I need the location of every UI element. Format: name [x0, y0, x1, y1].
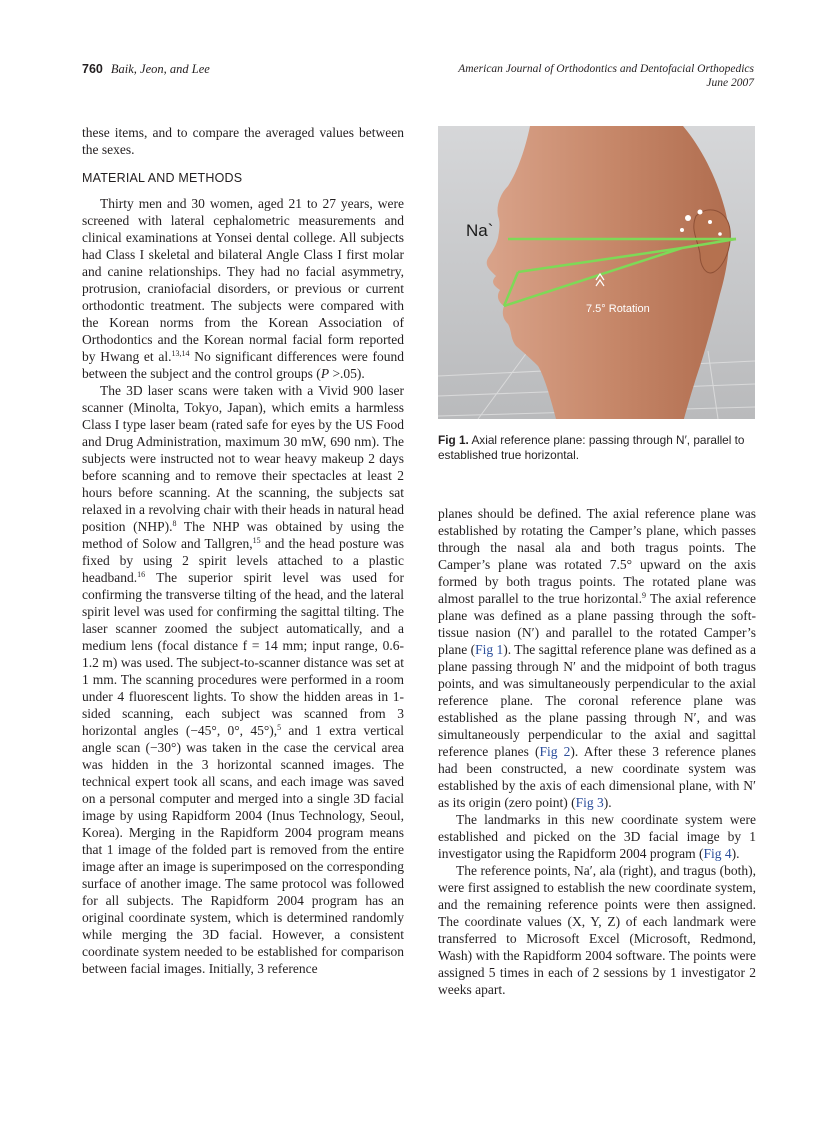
figure-1-image [438, 126, 755, 419]
figure-1-caption [438, 433, 756, 463]
issue-date: June 2007 [706, 77, 754, 89]
figure-link[interactable]: Fig 4 [703, 846, 732, 861]
right-column [438, 505, 756, 998]
header-authors: Baik, Jeon, and Lee [110, 62, 210, 76]
caption-text: Axial reference plane: passing through N′, parallel to established true horizontal. [438, 433, 745, 462]
page-number: 760 [82, 62, 103, 76]
right-paragraph-3: The reference points, Na′, ala (right), and tragus (both), were first assigned to establish the new coordinate system, and the remaining reference points were then assigned. The coordinate values (X, Y, Z) of each landmark were transferred to Microsoft Excel (Microsoft, Redmond, Wash) with the Rapidform 2004 software. The points were assigned 5 times in each of 2 sessions by 1 investigator 2 weeks apart. [438, 863, 756, 997]
header-left [82, 62, 210, 77]
figure-link[interactable]: Fig 2 [539, 744, 571, 759]
left-column [82, 124, 404, 977]
figure-link[interactable]: Fig 3 [575, 795, 604, 810]
right-paragraph-2: The landmarks in this new coordinate system were established and picked on the 3D facial image by 1 investigator using the Rapidform 2004 program (Fig 4). [438, 812, 756, 861]
citation[interactable]: 9 [641, 591, 646, 600]
rotation-label: 7.5° Rotation [586, 303, 650, 315]
intro-paragraph-end: these items, and to compare the averaged values between the sexes. [82, 125, 404, 157]
journal-title: American Journal of Orthodontics and Dentofacial Orthopedics [458, 63, 754, 75]
section-heading: MATERIAL AND METHODS [82, 171, 243, 185]
methods-paragraph-2: The 3D laser scans were taken with a Vivid 900 laser scanner (Minolta, Tokyo, Japan), which emits a harmless Class I type laser beam (rated safe for eyes by the US Food and Drug Administration, maximum 30 mW, 690 nm). The subjects were instructed not to wear heavy makeup 2 days before scanning and to remove their spectacles at least 2 hours before scanning. At the scanning, the subjects sat relaxed in a revolving chair with their heads in natural head position (NHP).$^8$ The NHP was obtained by using the method of Solow and Tallgren,$^{15}$ and the head posture was fixed by using 2 spirit levels attached to a plastic headband.$^{16}$ The superior spirit level was used for confirming the transverse tilting of the head, and the lateral spirit level was used for confirming the sagittal tilting. The laser scanner zoomed the subject automatically, and a medium lens (focal distance f = 14 mm; input range, 0.6-1.2 m) was used. The subject-to-scanner distance was set at 1 mm. The scanning procedures were performed in a room under 4 fluorescent lights. To show the hidden areas in 1-sided scanning, each subject was scanned from 3 horizontal angles (−45°, 0°, 45°),$^5$ and 1 extra vertical angle scan (−30°) was taken in the case the cervical area was hidden in the 3 horizontal scanned images. The technical expert took all scans, and each image was saved on a personal computer and merged into a single 3D facial image by using Rapidform 2004 (Inus Technology, Seoul, Korea). Merging in the Rapidform 2004 program means that 1 image of the folded part is removed from the entire image after an image is superimposed on the corresponding surface of another image. The same protocol was followed for all subjects. The Rapidform 2004 program has an original coordinate system, which is determined randomly while merging the 3D facial. However, a consistent coordinate system needed to be established for comparison between facial images. Initially, 3 reference [82, 383, 404, 976]
methods-paragraph-1: Thirty men and 30 women, aged 21 to 27 years, were screened with lateral cephalometric measurements and clinical examinations at Yonsei dental college. All subjects had Class I skeletal and bilateral Angle Class I first molar and canine relationships. They had no facial asymmetry, protrusion, craniofacial disorders, or previous or current orthodontic treatment. The subjects were compared with the Korean norms from the Korean Association of Orthodontics and the Korean normal facial form reported by Hwang et al.$^{13,14}$ No significant differences were found between the subject and the control groups (P >.05). [82, 196, 404, 381]
nasion-label: Na` [466, 221, 494, 240]
figure-link[interactable]: Fig 1 [475, 642, 504, 657]
face-scan-illustration [438, 126, 755, 419]
citation[interactable]: 13,14 [171, 349, 190, 358]
citation[interactable]: 8 [172, 519, 177, 528]
caption-label: Fig 1. [438, 433, 469, 447]
running-header [82, 62, 754, 94]
citation[interactable]: 16 [137, 570, 146, 579]
header-right [458, 62, 754, 90]
citation[interactable]: 15 [252, 536, 261, 545]
citation[interactable]: 5 [277, 723, 282, 732]
right-paragraph-1: planes should be defined. The axial reference plane was established by rotating the Camper’s plane, which passes through the nasal ala and both tragus points. The Camper’s plane was rotated 7.5° upward on the axis formed by both tragus points. The rotated plane was almost parallel to the true horizontal.$^9$ The axial reference plane was defined as a plane passing through the soft-tissue nasion (N′) and parallel to the rotated Camper’s plane (Fig 1). The sagittal reference plane was defined as a plane passing through N′ and the midpoint of both tragus points, and was simultaneously perpendicular to the axial reference plane. The coronal reference plane was established as the plane passing through N′, and was simultaneously perpendicular to the axial and sagittal reference planes (Fig 2). After these 3 reference planes had been constructed, a new coordinate system was established by the axis of each dimensional plane, with N′ as its origin (zero point) (Fig 3). [438, 506, 756, 810]
